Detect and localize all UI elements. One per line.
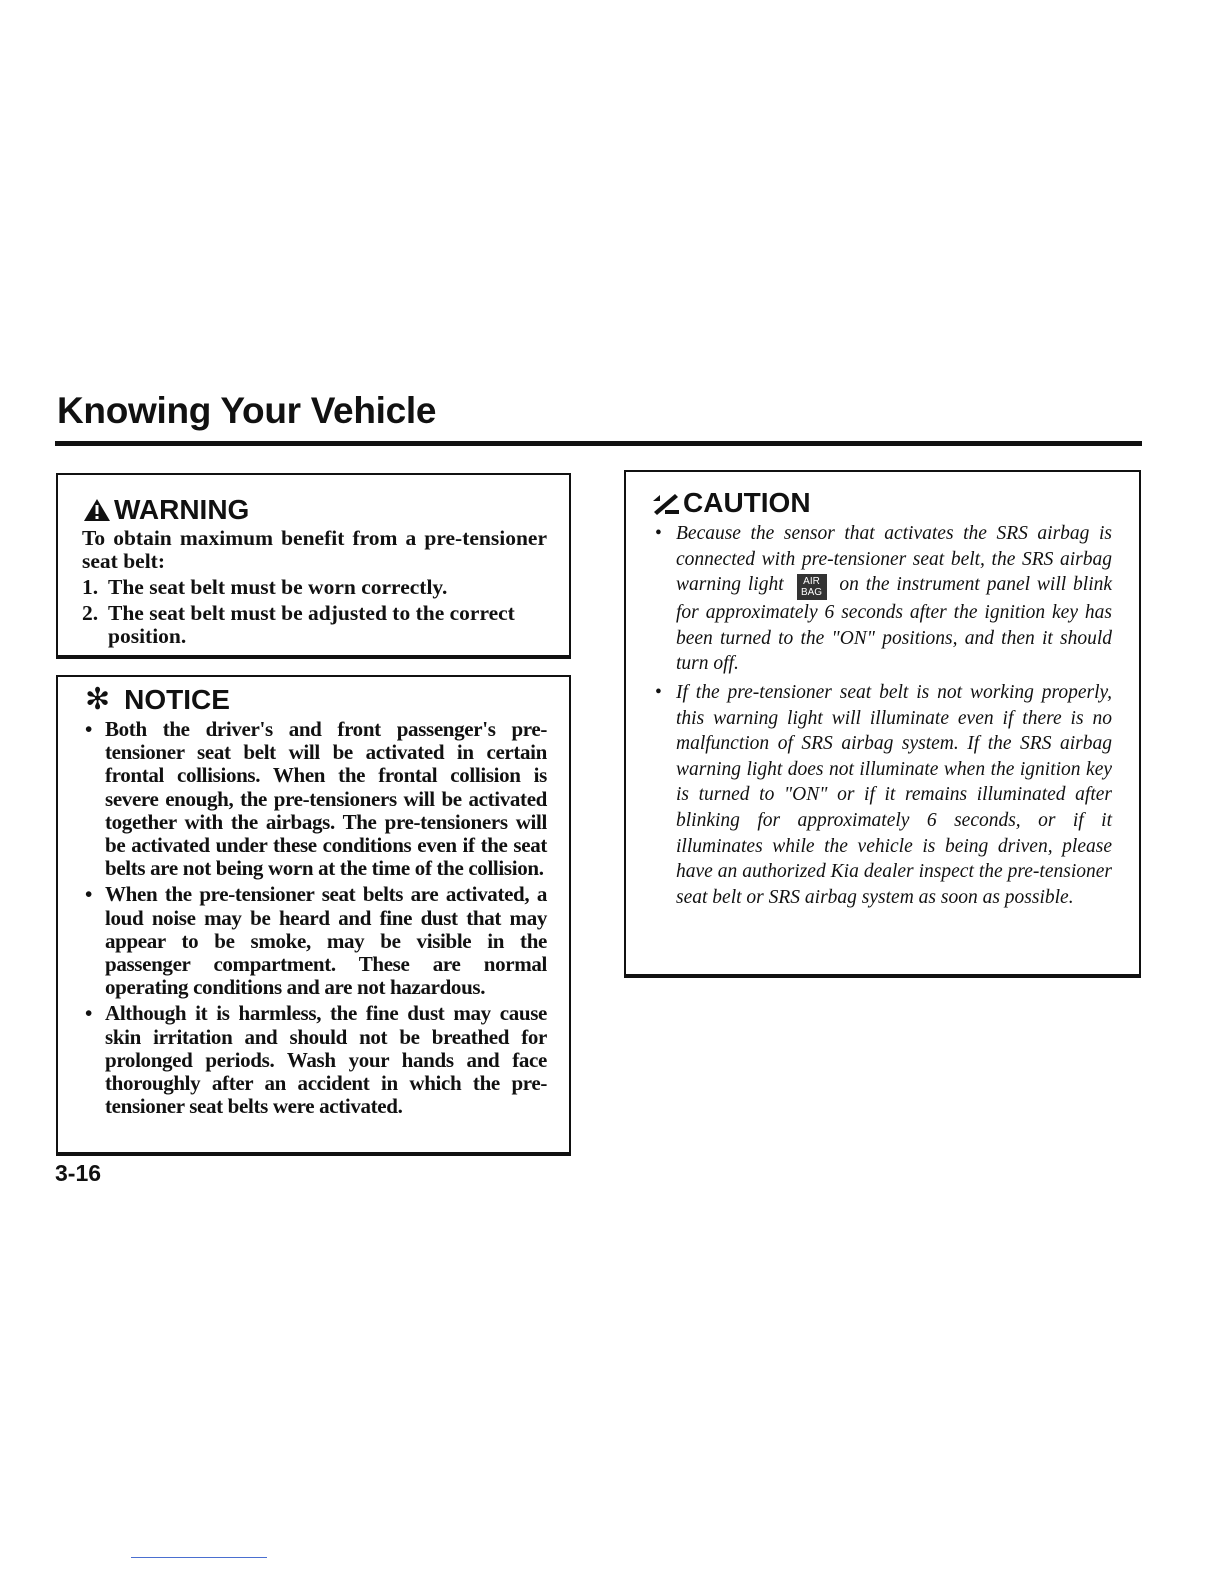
warning-triangle-icon	[82, 497, 112, 523]
warning-list	[82, 576, 547, 648]
warning-heading-label: WARNING	[114, 494, 250, 525]
caution-box	[624, 470, 1141, 978]
list-item-text: If the pre-tensioner seat belt is not working properly, this warning light will illuminate even if there is no malfunction of SRS airbag system. If the SRS airbag warning light does not illuminate when the ignition key is turned to "ON" or if it remains illuminated after blinking for approximately 6 seconds, or if it illuminates while the vehicle is being driven, please have an authorized Kia dealer inspect the pre-tensioner seat belt or SRS airbag system as soon as possible.	[676, 681, 1112, 908]
list-item	[651, 680, 1112, 910]
caution-list	[651, 521, 1112, 910]
list-item	[81, 718, 547, 880]
list-item-text-part2: on the instrument panel will blink for approximately 6 seconds after the ignition key has been turned to the "ON" positions, and then it should turn off.	[676, 574, 1113, 675]
list-item-text: Although it is harmless, the fine dust may cause skin irritation and should not be breathed for prolonged periods. Wash your hands and face thoroughly after an accident in which the pre-tensioner seat belts were activated.	[105, 1001, 547, 1119]
list-item-number: 2.	[82, 601, 99, 625]
caution-heading-label: CAUTION	[683, 487, 811, 518]
bullet-icon: •	[655, 523, 662, 544]
airbag-icon-line1: AIR	[803, 576, 820, 588]
title-rule	[55, 441, 1142, 446]
list-item-text: The seat belt must be worn correctly.	[108, 575, 448, 599]
notice-list	[81, 718, 547, 1118]
list-item-number: 1.	[82, 575, 99, 599]
list-item-text: Both the driver's and front passenger's pre-tensioner seat belt will be activated in certain frontal collisions. When the frontal collision is severe enough, the pre-tensioners will be activated together with the airbags. The pre-tensioners will be activated under these conditions even if the seat belts are not being worn at the time of the collision.	[105, 717, 547, 881]
section-title: Knowing Your Vehicle	[57, 390, 437, 431]
bullet-icon: •	[85, 1001, 93, 1026]
notice-heading	[81, 685, 547, 715]
notice-box	[56, 675, 571, 1156]
warning-intro: To obtain maximum benefit from a pre-tensioner seat belt:	[82, 526, 547, 573]
list-item	[82, 602, 547, 648]
notice-heading-label: NOTICE	[124, 684, 230, 715]
bullet-icon: •	[85, 882, 93, 907]
warning-box	[56, 473, 571, 659]
list-item	[651, 521, 1112, 677]
caution-slash-icon	[651, 490, 681, 516]
list-item-text-part1: Because the sensor that activates the SRS airbag is connected with pre-tensioner seat belt, the SRS airbag warning light	[676, 523, 1112, 596]
list-item	[82, 576, 547, 599]
bullet-icon: •	[655, 681, 662, 703]
warning-heading	[82, 495, 547, 525]
list-item	[81, 1002, 547, 1118]
list-item	[81, 883, 547, 999]
bullet-icon: •	[85, 717, 93, 741]
list-item-text: When the pre-tensioner seat belts are activated, a loud noise may be heard and fine dust that may appear to be smoke, may be visible in the passenger compartment. These are normal operating conditions and are not hazardous.	[105, 882, 547, 1000]
airbag-icon-line2: BAG	[800, 587, 823, 599]
page-number: 3-16	[55, 1160, 102, 1186]
caution-heading	[651, 488, 1112, 518]
asterisk-icon: ✻	[85, 683, 111, 716]
airbag-warning-icon	[797, 574, 827, 600]
list-item-text: The seat belt must be adjusted to the correct position.	[108, 601, 515, 648]
footer-rule	[131, 1557, 267, 1558]
